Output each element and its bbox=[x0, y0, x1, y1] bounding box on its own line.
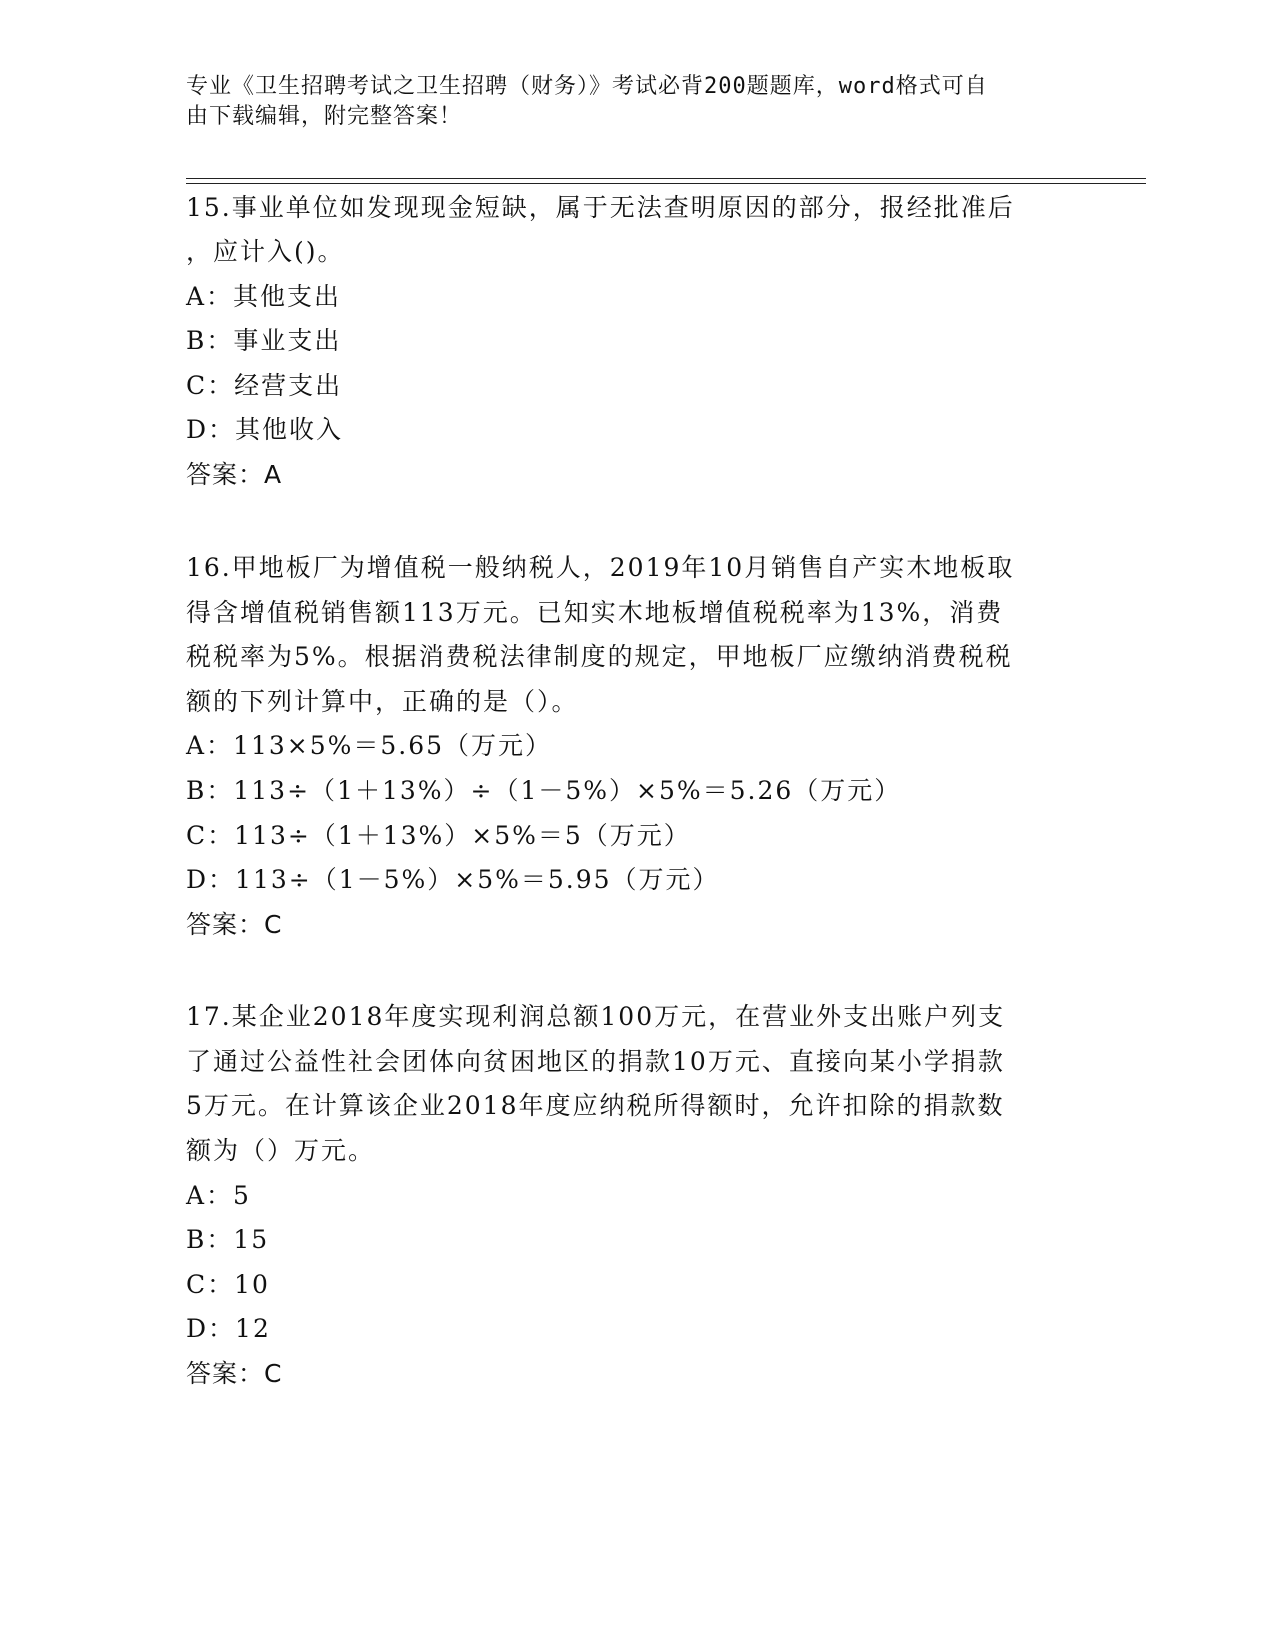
question-16-text-line-2: 得含增值税销售额113万元。已知实木地板增值税税率为13%，消费 bbox=[186, 598, 1004, 627]
header-line-2: 由下载编辑，附完整答案！ bbox=[186, 104, 463, 129]
question-15-text-line-2: ，应计入()。 bbox=[186, 237, 345, 266]
question-15-text-line-1: 15.事业单位如发现现金短缺，属于无法查明原因的部分，报经批准后 bbox=[186, 193, 1015, 222]
question-16-option-b: B：113÷（1＋13%）÷（1－5%）×5%＝5.26（万元） bbox=[186, 776, 902, 805]
question-17-text-line-4: 额为（）万元。 bbox=[186, 1136, 376, 1165]
question-17-option-a: A：5 bbox=[186, 1181, 251, 1210]
question-15-option-b: B：事业支出 bbox=[186, 326, 342, 355]
header-line-1: 专业《卫生招聘考试之卫生招聘（财务）》考试必背200题题库，word格式可自 bbox=[186, 74, 988, 99]
question-15-option-c: C：经营支出 bbox=[186, 371, 343, 400]
question-17-option-d: D：12 bbox=[186, 1314, 271, 1343]
question-17-text-line-2: 了通过公益性社会团体向贫困地区的捐款10万元、直接向某小学捐款 bbox=[186, 1047, 1005, 1076]
question-16-option-a: A：113×5%＝5.65（万元） bbox=[186, 731, 553, 760]
header-rule-top bbox=[186, 178, 1146, 179]
question-15-option-d: D：其他收入 bbox=[186, 415, 344, 444]
question-17-option-c: C：10 bbox=[186, 1270, 270, 1299]
question-15-answer: 答案：A bbox=[186, 460, 283, 489]
question-17-answer: 答案：C bbox=[186, 1359, 283, 1388]
question-16-option-c: C：113÷（1＋13%）×5%＝5（万元） bbox=[186, 821, 691, 850]
question-16-answer: 答案：C bbox=[186, 910, 283, 939]
question-17-text-line-1: 17.某企业2018年度实现利润总额100万元，在营业外支出账户列支 bbox=[186, 1002, 1006, 1031]
question-16-option-d: D：113÷（1－5%）×5%＝5.95（万元） bbox=[186, 865, 720, 894]
question-17-option-b: B：15 bbox=[186, 1225, 270, 1254]
question-16-text-line-1: 16.甲地板厂为增值税一般纳税人，2019年10月销售自产实木地板取 bbox=[186, 553, 1015, 582]
question-15-option-a: A：其他支出 bbox=[186, 282, 342, 311]
header-rule-bottom bbox=[186, 183, 1146, 184]
document-header bbox=[186, 72, 1066, 132]
question-16-text-line-3: 税税率为5%。根据消费税法律制度的规定，甲地板厂应缴纳消费税税 bbox=[186, 642, 1013, 671]
question-16-text-line-4: 额的下列计算中，正确的是（）。 bbox=[186, 687, 579, 716]
question-17-text-line-3: 5万元。在计算该企业2018年度应纳税所得额时，允许扣除的捐款数 bbox=[186, 1091, 1005, 1120]
